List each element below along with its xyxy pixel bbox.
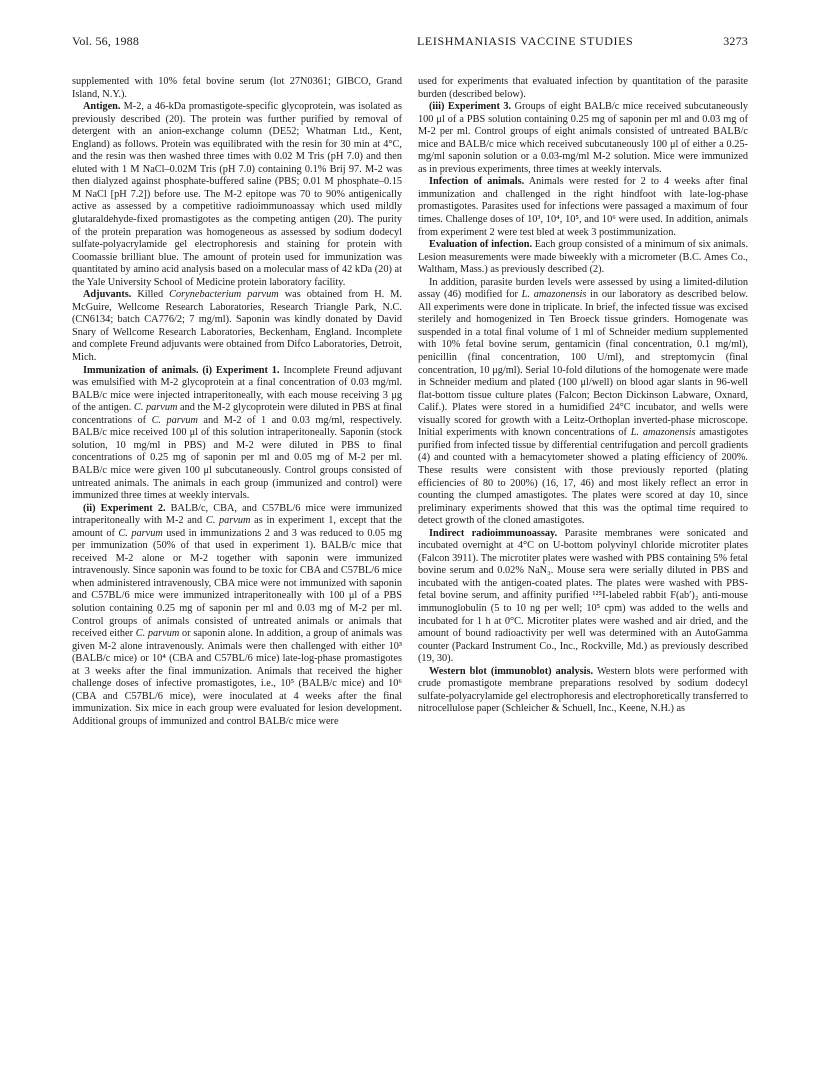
paragraph-radioimmunoassay: Indirect radioimmunoassay. Parasite membranes were sonicated and incubated overnight at 4°C on U-bottom polyvinyl chloride microtiter plates (Falcon 3911). The microtiter plates were washed with PBS containing 5% fetal bovine serum and 0.02% NaN₃. Mouse sera were serially diluted in PBS and incubated with the antigen-coated plates. The plates were washed with PBS-fetal bovine serum, and affinity purified ¹²⁵I-labeled rabbit F(ab′)₂ anti-mouse immunoglobulin (5 to 10 ng per well; 10⁵ cpm) was added to the wells and incubated for 1 h at 0°C. Microtiter plates were washed and air dried, and the amount of bound radioactivity per well was determined with an AutoGamma counter (Packard Instrument Co., Inc., Rockville, Md.) as previously described (19, 30). bbox=[418, 527, 749, 665]
running-title: LEISHMANIASIS VACCINE STUDIES bbox=[417, 34, 634, 48]
right-column bbox=[418, 76, 748, 716]
paragraph-immunization: Immunization of animals. (i) Experiment 1. Incomplete Freund adjuvant was emulsified with M-2 glycoprotein at a final concentration of 0.03 mg/ml. BALB/c mice were injected intraperitoneally, with each mouse receiving 3 μg of the antigen. C. parvum and the M-2 glycoprotein were diluted in PBS at final concentrations of C. parvum and M-2 of 1 and 0.03 mg/ml, respectively. BALB/c mice received 100 μl of this solution intraperitoneally. Saponin (stock solution, 10 mg/ml in PBS) and M-2 were diluted in PBS to final concentrations of 0.25 mg of saponin per ml and 0.05 mg of M-2 per ml. BALB/c mice were given 100 μl subcutaneously. Control groups consisted of untreated animals. The animals in each group (immunized and control) were immunized three times at weekly intervals. bbox=[72, 364, 402, 502]
volume-label: Vol. 56, 1988 bbox=[72, 34, 140, 48]
paragraph-western-blot: Western blot (immunoblot) analysis. Western blots were performed with crude promastigote membrane preparations resolved by sodium dodecyl sulfate-polyacrylamide gel electrophoresis and electrophoretically transferred to nitrocellulose paper (Schleicher & Schuell, Inc., Keene, N.H.) as bbox=[418, 665, 748, 715]
paragraph-evaluation: Evaluation of infection. Each group consisted of a minimum of six animals. Lesion measurements were made biweekly with a micrometer (B.C. Ames Co., Waltham, Mass.) as previously described (2). bbox=[418, 239, 749, 276]
section-heading-western-blot: Western blot (immunoblot) analysis. bbox=[429, 665, 594, 677]
paragraph-adjuvants: Adjuvants. Killed Corynebacterium parvum was obtained from H. M. McGuire, Wellcome Research Laboratories, Research Triangle Park, N.C. (CN6134; batch CA776/2; 7 mg/ml). Saponin was kindly donated by David Snary of Wellcome Research Laboratories, Beckenham, England. Incomplete and complete Freund adjuvants were obtained from Difco Laboratories, Detroit, Mich. bbox=[72, 289, 402, 364]
section-heading-infection: Infection of animals. bbox=[429, 176, 525, 188]
page-number: 3273 bbox=[723, 34, 748, 48]
paragraph-continuation-right: used for experiments that evaluated infection by quantitation of the parasite burden (described below). bbox=[418, 76, 748, 100]
paragraph-experiment-2: (ii) Experiment 2. BALB/c, CBA, and C57BL/6 mice were immunized intraperitoneally with M-2 and C. parvum as in experiment 1, except that the amount of C. parvum used in immunizations 2 and 3 was reduced to 0.05 mg per immunization (50% of that used in experiment 1). BALB/c mice that received M-2 alone or M-2 together with saponin were immunized intravenously. Since saponin was found to be toxic for CBA and C57BL/6 mice when administered intravenously, CBA mice were not immunized with saponin and C57BL/6 mice were immunized intraperitoneally with 100 μl of a PBS solution containing 0.25 mg of saponin per ml and 0.03 mg of M-2 per ml. Control groups of animals consisted of untreated animals or animals that received either C. parvum or saponin alone. In addition, a group of animals was given M-2 alone intravenously. Animals were then challenged with either 10³ (BALB/c mice) or 10⁴ (CBA and C57BL/6 mice) late-log-phase promastigotes at 3 weeks after the final immunization. Animals that received the higher challenge doses of infective promastigotes, i.e., 10⁵ (BALB/c mice) and 10⁶ (CBA and C57BL/6 mice), were inoculated at 4 weeks after the final immunization. Six mice in each group were evaluated for lesion development. Additional groups of immunized and control BALB/c mice were bbox=[72, 502, 403, 727]
section-heading-evaluation: Evaluation of infection. bbox=[429, 239, 533, 251]
left-column bbox=[72, 76, 402, 728]
section-heading-antigen: Antigen. bbox=[83, 101, 121, 113]
running-header bbox=[72, 34, 748, 52]
section-heading-experiment-2: (ii) Experiment 2. bbox=[83, 502, 166, 514]
paragraph-experiment-3: (iii) Experiment 3. Groups of eight BALB/c mice received subcutaneously 100 μl of a PBS solution containing 0.25 mg of saponin per ml and 0.03 mg of M-2 per ml. Control groups of eight animals consisted of untreated BALB/c mice and BALB/c mice which received subcutaneously 100 μl of either a 0.25-mg/ml saponin solution or a 0.03-mg/ml M-2 solution. Mice were immunized as in previous experiments, three times at weekly intervals. bbox=[418, 101, 748, 175]
section-heading-experiment-3: (iii) Experiment 3. bbox=[429, 101, 512, 113]
paragraph-antigen: Antigen. M-2, a 46-kDa promastigote-specific glycoprotein, was isolated as previously described (20). The protein was further purified by removal of detergent with an anion-exchange column (DE52; Whatman Ltd., Kent, England) as follows. Protein was equilibrated with the resin for 30 min at 4°C, and the resin was then washed three times with 0.02 M Tris (pH 7.0) and then eluted with 1 M NaCl–0.02M Tris (pH 7.0) containing 0.1% Brij 97. M-2 was then dialyzed against phosphate-buffered saline (PBS; 0.01 M phosphate–0.15 M NaCl [pH 7.2]) before use. The M-2 epitope was 70 to 90% antigenically active as assessed by a competitive radioimmunoassay which used mildly glutaraldehyde-fixed promastigotes as the competing antigen (20). The purity of the protein preparation was homogeneous as assessed by sodium dodecyl sulfate-polyacrylamide gel electrophoresis and staining for protein with Coomassie brilliant blue. The amount of protein used for immunization was quantitated by amino acid analysis based on a molecular mass of 42 kDa (20) at the Yale University School of Medicine protein laboratory facility. bbox=[72, 101, 402, 288]
paragraph-infection: Infection of animals. Animals were rested for 2 to 4 weeks after final immunization and challenged in the right hindfoot with late-log-phase promastigotes. Parasites used for infections were passaged a maximum of four times. Challenge doses of 10³, 10⁴, 10⁵, and 10⁶ were used. In addition, animals from experiment 2 were test bled at week 3 postimmunization. bbox=[418, 176, 748, 238]
section-heading-immunization: Immunization of animals. (i) Experiment 1. bbox=[83, 364, 280, 376]
paragraph-parasite-burden: In addition, parasite burden levels were assessed by using a limited-dilution assay (46) modified for L. amazonensis in our laboratory as described below. All experiments were done in triplicate. In brief, the infected tissue was excised sterilely and homogenized in Ten Broeck tissue grinders. Homogenate was suspended in a total final volume of 1 ml of Schneider medium supplemented with 10% fetal bovine serum, gentamicin (final concentration, 0.1 mg/ml), penicillin (final concentration, 100 U/ml), and streptomycin (final concentration, 10 μg/ml). Serial 10-fold dilutions of the homogenate were made in Schneider medium and plated (100 μl/well) on blood agar slants in 96-well flat-bottom tissue culture plates (Falcon; Becton Dickinson Labware, Oxnard, Calif.). Plates were stored in a humidified 24°C incubator, and wells were visually scored for growth with a Leitz-Orthoplan inverted-phase microscope. Initial experiments with known concentrations of L. amazonensis amastigotes purified from infected tissue by differential centrifugation and percoll gradients (4) and counted with a hemacytometer showed a plating efficiency of 200%. These results were consistent with those previously reported (plating efficiencies of 80 to 200%) (16, 17, 46) and most likely reflect an error in counting the clumped amastigotes. The plates were scored at day 10, since preliminary experiments showed that this was the optimal time required to detect growth of the cloned amastigotes. bbox=[418, 276, 748, 527]
paragraph-continuation: supplemented with 10% fetal bovine serum (lot 27N0361; GIBCO, Grand Island, N.Y.). bbox=[72, 76, 402, 100]
section-heading-radioimmunoassay: Indirect radioimmunoassay. bbox=[429, 527, 558, 539]
section-heading-adjuvants: Adjuvants. bbox=[83, 289, 132, 301]
